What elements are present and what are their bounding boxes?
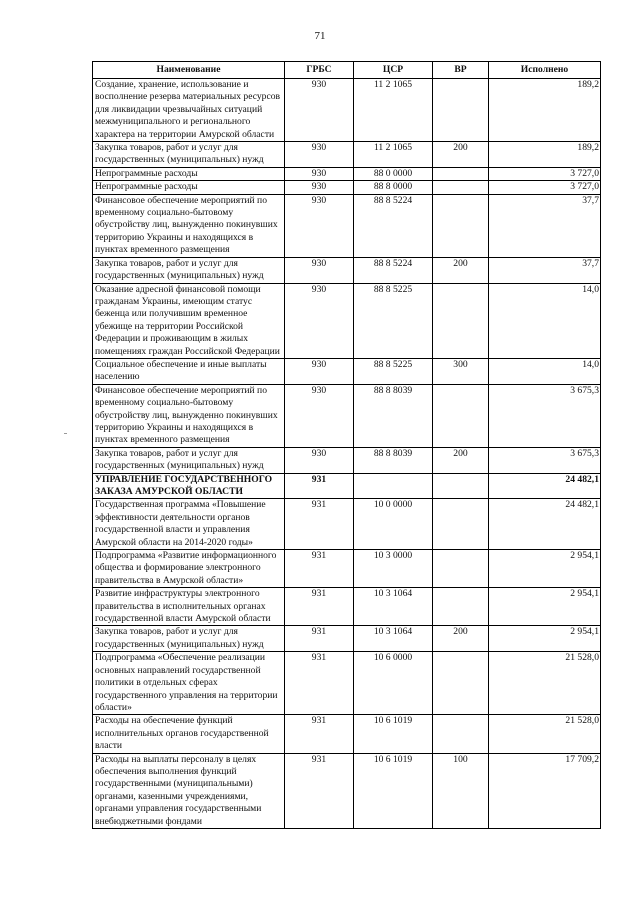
cell-csr: 11 2 1065 — [354, 142, 433, 168]
header-grbs: ГРБС — [285, 62, 354, 79]
cell-sum: 3 727,0 — [489, 167, 601, 180]
cell-grbs: 930 — [285, 384, 354, 447]
header-sum: Исполнено — [489, 62, 601, 79]
cell-grbs: 931 — [285, 473, 354, 499]
cell-grbs: 930 — [285, 181, 354, 194]
cell-name: Социальное обеспечение и иные выплаты населению — [93, 358, 285, 384]
expenditure-table-container — [92, 61, 600, 829]
header-name: Наименование — [93, 62, 285, 79]
cell-vr — [433, 79, 489, 142]
table-row — [93, 167, 601, 180]
table-row-department — [93, 473, 601, 499]
cell-csr: 88 8 5225 — [354, 358, 433, 384]
cell-name: Государственная программа «Повышение эффективности деятельности органов государственной власти и управления Амурской области на 2014-2020 годы» — [93, 499, 285, 550]
table-row — [93, 283, 601, 358]
header-csr: ЦСР — [354, 62, 433, 79]
scan-artifact — [64, 433, 67, 434]
cell-grbs: 931 — [285, 588, 354, 626]
cell-vr: 200 — [433, 142, 489, 168]
cell-sum: 24 482,1 — [489, 473, 601, 499]
table-row — [93, 753, 601, 828]
cell-name: Подпрограмма «Обеспечение реализации основных направлений государственной политики в отдельных сферах государственного управления на территории области» — [93, 652, 285, 715]
cell-vr: 200 — [433, 447, 489, 473]
cell-vr: 200 — [433, 626, 489, 652]
table-row — [93, 79, 601, 142]
cell-vr — [433, 167, 489, 180]
table-header-row — [93, 62, 601, 79]
table-row — [93, 181, 601, 194]
cell-name: Закупка товаров, работ и услуг для государственных (муниципальных) нужд — [93, 447, 285, 473]
cell-name: Создание, хранение, использование и восполнение резерва материальных ресурсов для ликвидации чрезвычайных ситуаций межмуниципального и регионального характера на территории Амурской области — [93, 79, 285, 142]
cell-grbs: 931 — [285, 499, 354, 550]
table-row — [93, 384, 601, 447]
cell-vr: 100 — [433, 753, 489, 828]
cell-sum: 3 727,0 — [489, 181, 601, 194]
cell-sum: 2 954,1 — [489, 588, 601, 626]
cell-grbs: 930 — [285, 257, 354, 283]
cell-name: Закупка товаров, работ и услуг для государственных (муниципальных) нужд — [93, 626, 285, 652]
cell-grbs: 930 — [285, 79, 354, 142]
cell-sum: 14,0 — [489, 283, 601, 358]
cell-sum: 37,7 — [489, 257, 601, 283]
table-row — [93, 257, 601, 283]
cell-csr: 10 6 1019 — [354, 715, 433, 753]
table-row — [93, 499, 601, 550]
cell-csr: 11 2 1065 — [354, 79, 433, 142]
cell-vr — [433, 283, 489, 358]
cell-name: Финансовое обеспечение мероприятий по временному социально-бытовому обустройству лиц, вынужденно покинувших территорию Украины и находящихся в пунктах временного размещения — [93, 194, 285, 257]
cell-sum: 37,7 — [489, 194, 601, 257]
cell-csr: 88 8 8039 — [354, 447, 433, 473]
cell-name: Развитие инфраструктуры электронного правительства в исполнительных органах государственной власти Амурской области — [93, 588, 285, 626]
cell-name: УПРАВЛЕНИЕ ГОСУДАРСТВЕННОГО ЗАКАЗА АМУРСКОЙ ОБЛАСТИ — [93, 473, 285, 499]
table-row — [93, 194, 601, 257]
cell-csr: 10 3 1064 — [354, 588, 433, 626]
cell-name: Финансовое обеспечение мероприятий по временному социально-бытовому обустройству лиц, вынужденно покинувших территорию Украины и находящихся в пунктах временного размещения — [93, 384, 285, 447]
cell-sum: 24 482,1 — [489, 499, 601, 550]
cell-csr — [354, 473, 433, 499]
cell-grbs: 931 — [285, 652, 354, 715]
cell-csr: 10 6 0000 — [354, 652, 433, 715]
cell-name: Закупка товаров, работ и услуг для государственных (муниципальных) нужд — [93, 142, 285, 168]
cell-sum: 189,2 — [489, 79, 601, 142]
cell-name: Оказание адресной финансовой помощи гражданам Украины, имеющим статус беженца или получившим временное убежище на территории Российской Федерации и проживающим в жилых помещениях граждан Российской Федерации — [93, 283, 285, 358]
cell-grbs: 930 — [285, 194, 354, 257]
table-row — [93, 358, 601, 384]
cell-csr: 10 0 0000 — [354, 499, 433, 550]
cell-name: Расходы на выплаты персоналу в целях обеспечения выполнения функций государственными (муниципальными) органами, казенными учреждениями, органами управления государственными внебюджетными фондами — [93, 753, 285, 828]
cell-sum: 189,2 — [489, 142, 601, 168]
cell-grbs: 931 — [285, 753, 354, 828]
cell-csr: 88 8 5224 — [354, 257, 433, 283]
cell-vr — [433, 588, 489, 626]
cell-vr — [433, 652, 489, 715]
cell-sum: 3 675,3 — [489, 384, 601, 447]
table-row — [93, 142, 601, 168]
cell-grbs: 931 — [285, 626, 354, 652]
table-row — [93, 588, 601, 626]
table-row — [93, 626, 601, 652]
cell-name: Непрограммные расходы — [93, 167, 285, 180]
cell-vr — [433, 181, 489, 194]
cell-sum: 17 709,2 — [489, 753, 601, 828]
table-row — [93, 715, 601, 753]
cell-vr: 300 — [433, 358, 489, 384]
cell-csr: 88 8 5224 — [354, 194, 433, 257]
table-row — [93, 550, 601, 588]
cell-vr: 200 — [433, 257, 489, 283]
cell-csr: 10 6 1019 — [354, 753, 433, 828]
cell-vr — [433, 499, 489, 550]
cell-name: Расходы на обеспечение функций исполнительных органов государственной власти — [93, 715, 285, 753]
cell-vr — [433, 550, 489, 588]
header-vr: ВР — [433, 62, 489, 79]
cell-vr — [433, 715, 489, 753]
table-row — [93, 447, 601, 473]
page-number: 71 — [314, 30, 326, 42]
cell-csr: 10 3 1064 — [354, 626, 433, 652]
cell-sum: 3 675,3 — [489, 447, 601, 473]
cell-grbs: 931 — [285, 550, 354, 588]
cell-csr: 88 8 5225 — [354, 283, 433, 358]
cell-sum: 2 954,1 — [489, 550, 601, 588]
cell-vr — [433, 194, 489, 257]
cell-csr: 88 8 8039 — [354, 384, 433, 447]
cell-name: Подпрограмма «Развитие информационного общества и формирование электронного правительства в Амурской области» — [93, 550, 285, 588]
cell-vr — [433, 384, 489, 447]
cell-csr: 10 3 0000 — [354, 550, 433, 588]
cell-csr: 88 8 0000 — [354, 181, 433, 194]
cell-sum: 21 528,0 — [489, 652, 601, 715]
cell-grbs: 930 — [285, 283, 354, 358]
expenditure-table — [92, 61, 601, 829]
cell-csr: 88 0 0000 — [354, 167, 433, 180]
cell-sum: 21 528,0 — [489, 715, 601, 753]
cell-name: Непрограммные расходы — [93, 181, 285, 194]
cell-vr — [433, 473, 489, 499]
cell-sum: 14,0 — [489, 358, 601, 384]
cell-grbs: 930 — [285, 167, 354, 180]
cell-grbs: 931 — [285, 715, 354, 753]
cell-grbs: 930 — [285, 447, 354, 473]
cell-name: Закупка товаров, работ и услуг для государственных (муниципальных) нужд — [93, 257, 285, 283]
cell-sum: 2 954,1 — [489, 626, 601, 652]
cell-grbs: 930 — [285, 358, 354, 384]
table-row — [93, 652, 601, 715]
cell-grbs: 930 — [285, 142, 354, 168]
